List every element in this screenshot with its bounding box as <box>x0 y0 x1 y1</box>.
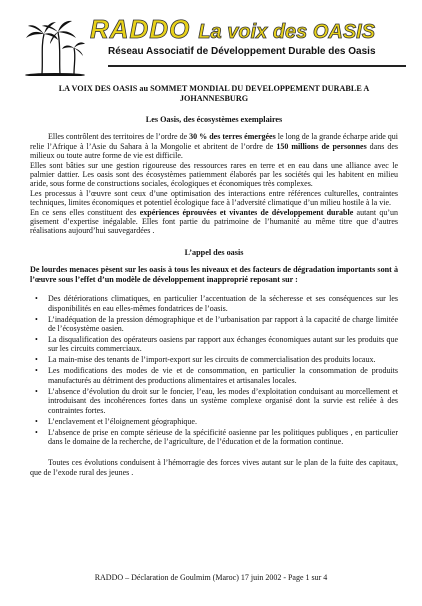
section-title-appeal: L’appel des oasis <box>184 247 244 257</box>
emphasis-population: 150 millions de personnes <box>276 141 367 151</box>
text-run: le long de la grande écharpe aride qui relie l’Afrique à l’Asie du Sahara à la Mongolie et abritent de l’ordre de <box>30 132 399 151</box>
header-rule <box>108 65 406 67</box>
paragraph-closing: Toutes ces évolutions conduisent à l’hémorragie des forces vives autant sur le plan de la fuite des capitaux, que de l’exode rural des jeunes . <box>30 458 398 477</box>
document-title: LA VOIX DES OASIS au SOMMET MONDIAL DU DEVELOPPEMENT DURABLE A JOHANNESBURG <box>58 84 370 103</box>
paragraph-territories <box>30 132 398 160</box>
paragraph-experiences <box>30 208 398 236</box>
text-run: dans des milieux ou toute autre forme de vie est difficile. <box>30 141 399 161</box>
brand-tagline: La voix des OASIS <box>198 21 376 43</box>
list-item: • L’inadéquation de la pression démographique et de l’urbanisation par rapport à la capacité de charge limitée de l’écosystème oasien. <box>48 315 398 334</box>
text-run: En ce sens elles constituent des <box>30 207 140 217</box>
document-body <box>30 84 398 477</box>
emphasis-land-share: 30 % des terres émergées <box>189 132 276 142</box>
threats-list <box>30 294 398 446</box>
list-item: • L’enclavement et l’éloignement géographique. <box>48 417 398 426</box>
list-item: • Des détériorations climatiques, en particulier l’accentuation de la sécheresse et ses conséquences sur les disponibilités en eau elles-mêmes fondatrices de l’oasis. <box>48 294 398 313</box>
text-run: Elles contrôlent des territoires de l’ordre de <box>48 132 190 142</box>
organization-subtitle: Réseau Associatif de Développement Durable des Oasis <box>108 46 376 57</box>
emphasis-sustainable-development: expériences éprouvées et vivantes de développement durable <box>139 207 354 217</box>
page-footer: RADDO – Déclaration de Goulmim (Maroc) 17 juin 2002 - Page 1 sur 4 <box>94 573 328 582</box>
paragraph-management: Elles sont bâties sur une gestion rigoureuse des ressources rares en terre et en eau dans une alliance avec le palmier dattier. Les oasis sont des écosystèmes patiemment élaborés par les sociétés qui les habitent en milieu aride, sous forme de constructions sociales, écologiques et économiques très complexes. <box>30 160 398 189</box>
list-item: • La main-mise des tenants de l’import-export sur les circuits de commercialisation des produits locaux. <box>48 355 398 364</box>
list-item: • La disqualification des opérateurs oasiens par rapport aux échanges économiques autant sur les produits que sur les circuits commerciaux. <box>48 335 398 354</box>
document-header <box>24 12 406 76</box>
brand-name: RADDO <box>90 14 191 44</box>
list-item: • Les modifications des modes de vie et de consommation, en particulier la consommation de produits manufacturés au détriment des productions alimentaires et artisanales locales. <box>48 366 398 385</box>
palm-trees-logo <box>24 12 86 76</box>
brand-title <box>90 14 375 45</box>
section-title-ecosystems: Les Oasis, des écosystèmes exemplaires <box>145 115 283 124</box>
list-item: • L’absence de prise en compte sérieuse de la spécificité oasienne par les politiques publiques , en particulier dans le domaine de la recherche, de l’agriculture, de l’éducation et de la formation continue. <box>48 428 398 447</box>
paragraph-processes: Les processus à l’œuvre sont ceux d’une optimisation des interactions entre références culturelles, contraintes techniques, limites économiques et potentiel écologique face à l’adversité climatique d’un milieu hostile à la vie. <box>30 188 398 208</box>
text-run: autant qu’un gisement d’expertise inégalable. Elles font partie du patrimoine de l’humanité au même titre que d’autres réalisations aujourd’hui sauvegardées . <box>30 207 398 236</box>
paragraph-threats-lead: De lourdes menaces pèsent sur les oasis à tous les niveaux et des facteurs de dégradation importants sont à l’œuvre sous l’effet d’un modèle de développement inapproprié reposant sur : <box>30 265 398 284</box>
list-item: • L’absence d’évolution du droit sur le foncier, l’eau, les modes d’exploitation conduisant au morcellement et introduisant des incohérences fortes dans un système complexe organisé dont la survie est reliée à des contraintes fortes. <box>48 387 398 415</box>
